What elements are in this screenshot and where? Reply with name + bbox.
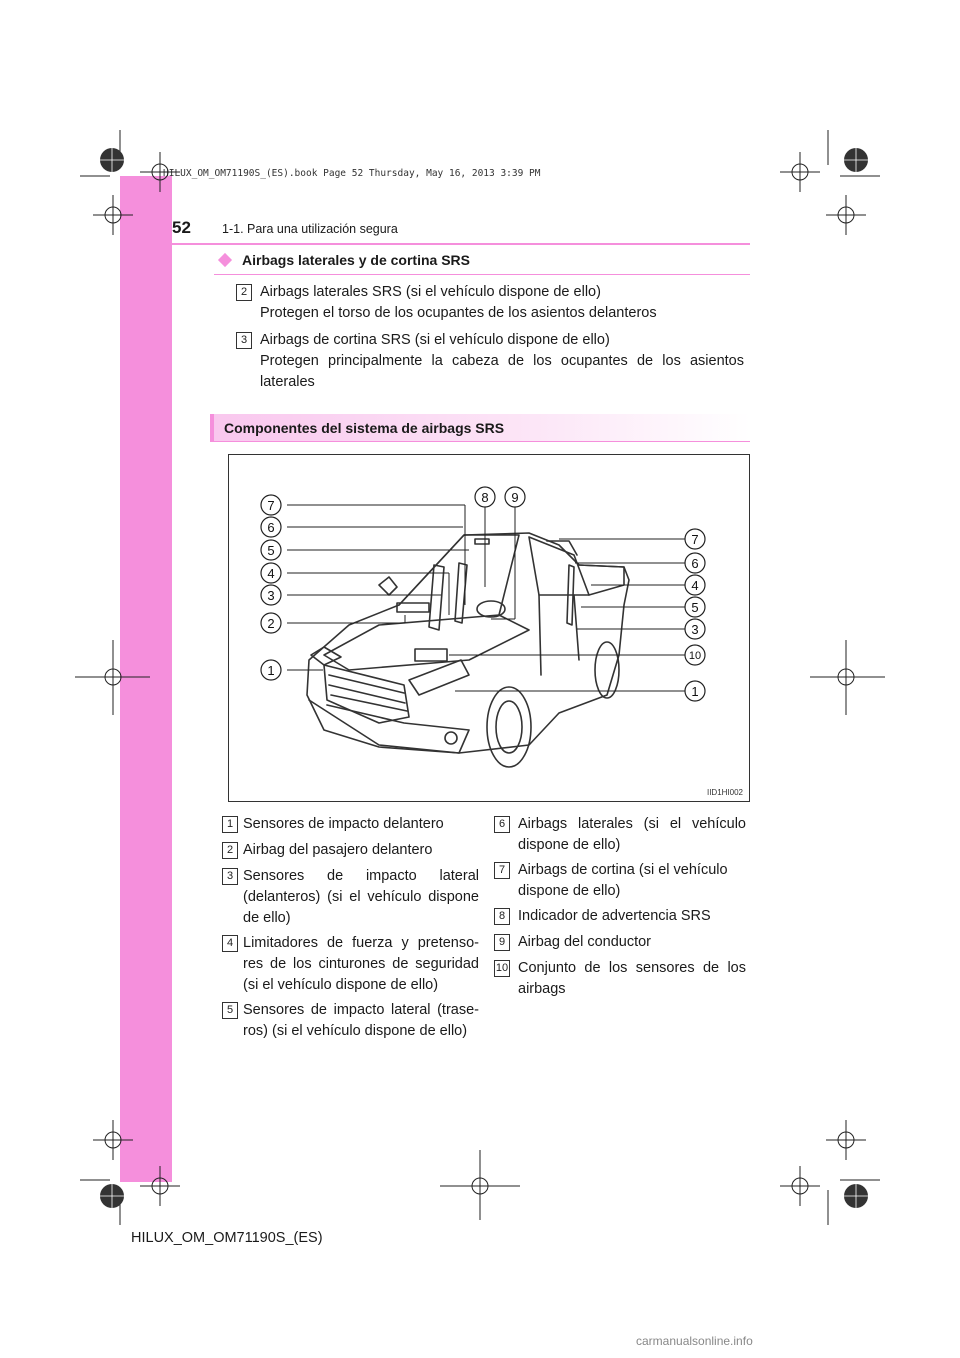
section-rule xyxy=(214,274,750,275)
section-heading: Airbags laterales y de cortina SRS xyxy=(242,252,470,268)
chapter-title: 1-1. Para una utilización segura xyxy=(222,222,398,236)
legend-text: Indicador de advertencia SRS xyxy=(518,908,711,924)
callout-label: 6 xyxy=(267,520,275,535)
legend-text: Airbag del pasajero delantero xyxy=(243,842,433,858)
legend-number: 9 xyxy=(494,934,510,951)
legend-text: Sensores de impacto lateral (trase-ros) (si el vehículo dispone de ello) xyxy=(243,1002,479,1039)
subsection-title: Componentes del sistema de airbags SRS xyxy=(224,420,505,436)
watermark: carmanualsonline.info xyxy=(636,1334,753,1348)
item-title: Airbags laterales SRS (si el vehículo dispone de ello) xyxy=(260,284,601,300)
figure-code: IID1HI002 xyxy=(706,788,743,797)
legend-number: 7 xyxy=(494,862,510,879)
callout-label: 1 xyxy=(267,663,275,678)
callout-label: 2 xyxy=(267,616,275,631)
callout-label: 6 xyxy=(691,556,699,571)
callout-label: 4 xyxy=(691,578,699,593)
legend-number: 3 xyxy=(222,868,238,885)
item-number: 2 xyxy=(236,284,252,301)
legend-number: 2 xyxy=(222,842,238,859)
legend-number: 6 xyxy=(494,816,510,833)
legend-text: Airbags de cortina (si el vehículo dispone de ello) xyxy=(518,862,728,899)
callout-label: 9 xyxy=(511,490,519,505)
item-number: 3 xyxy=(236,332,252,349)
callout-label: 7 xyxy=(691,532,699,547)
legend-number: 10 xyxy=(494,960,510,977)
item-description: Protegen principalmente la cabeza de los ocupantes de los asientos laterales xyxy=(260,353,744,390)
item-title: Airbags de cortina SRS (si el vehículo dispone de ello) xyxy=(260,332,610,348)
legend-text: Airbag del conductor xyxy=(518,934,651,950)
legend-text: Sensores de impacto lateral (delanteros) (si el vehículo dispone de ello) xyxy=(243,868,479,926)
callout-label: 3 xyxy=(691,622,699,637)
legend-number: 4 xyxy=(222,935,238,952)
callout-label: 8 xyxy=(481,490,489,505)
vehicle-airbag-figure xyxy=(228,454,750,802)
item-description: Protegen el torso de los ocupantes de los asientos delanteros xyxy=(260,305,657,321)
legend-text: Airbags laterales (si el vehículo dispone de ello) xyxy=(518,816,746,853)
callout-label: 5 xyxy=(691,600,699,615)
page-number: 52 xyxy=(172,218,191,237)
book-stamp: HILUX_OM_OM71190S_(ES).book Page 52 Thursday, May 16, 2013 3:39 PM xyxy=(163,168,541,179)
callout-label: 5 xyxy=(267,543,275,558)
legend-number: 8 xyxy=(494,908,510,925)
callout-label: 3 xyxy=(267,588,275,603)
callout-label: 1 xyxy=(691,684,699,699)
callout-label: 4 xyxy=(267,566,275,581)
legend-text: Limitadores de fuerza y pretenso-res de los cinturones de seguridad (si el vehículo dispone de ello) xyxy=(243,935,479,993)
legend-number: 1 xyxy=(222,816,238,833)
subsection-rule xyxy=(210,441,750,442)
legend-text: Sensores de impacto delantero xyxy=(243,816,444,832)
callout-label: 10 xyxy=(688,650,702,662)
footer-model-code: HILUX_OM_OM71190S_(ES) xyxy=(131,1230,323,1246)
callout-label: 7 xyxy=(267,498,275,513)
legend-text: Conjunto de los sensores de los airbags xyxy=(518,960,746,997)
legend-number: 5 xyxy=(222,1002,238,1019)
vehicle-illustration xyxy=(229,455,749,801)
